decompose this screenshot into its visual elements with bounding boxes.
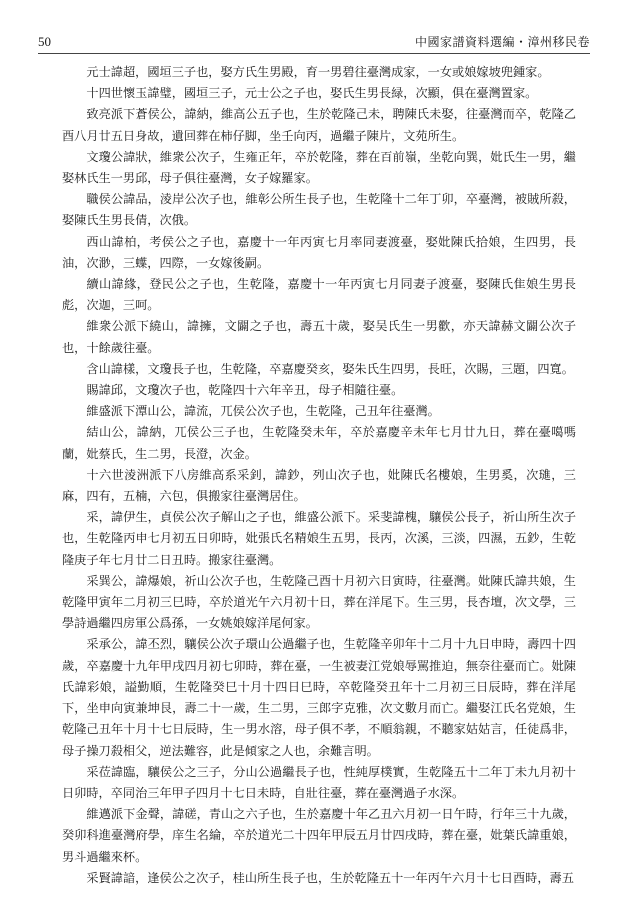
paragraph: 采巽公，諱爆娘，祈山公次子也，生乾隆己酉十月初六日寅時，往臺灣。妣陳氏諱共娘，生乾隆甲寅年二月初三巳時，卒於道光午六月初十日，葬在洋尾下。生三男，長杏壇，次文學，三學詩過繼四房軍公爲孫，一女姚娘嫁洋尾何家。 (62, 573, 576, 631)
paragraph: 十四世懷玉諱璧，國垣三子，元士公之子也，娶氏生男長緑，次顯，俱在臺灣置家。 (86, 86, 538, 101)
paragraph: 元士諱超，國垣三子也，娶方氏生男殿，育一男碧往臺灣成家，一女或娘嫁坡兜鍾家。 (86, 65, 550, 79)
paragraph: 續山諱緣，登民公之子也，生乾隆，嘉慶十一年丙寅七月同妻子渡臺，娶陳氏隹娘生男長彪，次迦，三呵。 (62, 277, 576, 313)
genealogy-text (62, 62, 576, 889)
paragraph: 采承公，諱丕烈，驤侯公次子環山公過繼子也，生乾隆辛卯年十二月十九日申時，壽四十四歲，卒嘉慶十九年甲戌四月初七卯時，葬在臺，一生被妻江党娘辱駡推迫，無奈往臺而亡。妣陳氏諱彩娘，謚勤順，生乾隆癸巳十月十四日巳時，卒乾隆癸丑年十二月初三日辰時，葬在洋尾下，坐申向寅兼坤艮，壽二十一歲，生二男，三郎字克雅，次文數月而亡。繼娶江氏名党娘，生乾隆己丑年十月十七日辰時，生一男水溶，母子俱不孝，不順翁親，不聽家姑姑言，任徒爲非，母子操刀殺相父，逆法難容，此是傾家之人也，余難言明。 (62, 637, 576, 758)
paragraph: 致亮派下蒼侯公，諱納，維高公五子也，生於乾隆己未，聘陳氏未娶，往臺灣而卒，乾隆乙酉八月廿五日身故，遺回葬在柿仔脚，坐壬向丙，過繼子陳片，文苑所生。 (62, 107, 576, 143)
paragraph: 含山諱樣，文瓊長子也，生乾隆，卒嘉慶癸亥，娶朱氏生四男，長旺，次賜，三題，四寬。 (86, 361, 574, 376)
paragraph: 維盛派下潭山公，諱流，兀侯公次子也，生乾隆，己丑年往臺灣。 (86, 404, 440, 419)
paragraph: 賜諱邱，文瓊次子也，乾隆四十六年辛丑，母子相隨往臺。 (86, 383, 404, 398)
paragraph: 結山公，諱納，兀侯公三子也，生乾隆癸未年，卒於嘉慶辛未年七月廿九日，葬在臺噶嗎蘭，妣蔡氏，生二男，長澄，次金。 (62, 425, 576, 461)
running-title: 中國家譜資料選編・漳州移民卷 (414, 35, 590, 49)
paragraph: 采，諱伊生，貞侯公次子解山之子也，維盛公派下。采斐諱槐，驤侯公長子，祈山所生次子也，生乾隆丙申七月初五日卯時，妣張氏名精娘生五男，長丙，次溪，三淡，四濕，五鈔，生乾隆庚子年七月廿二日丑時。搬家往臺灣。 (62, 510, 576, 567)
paragraph: 十六世淩洲派下八房維高系采釗，諱鈔，列山次子也，妣陳氏名樓娘，生男奚，次璡，三麻，四有，五楠，六包，俱搬家往臺灣居住。 (62, 467, 576, 504)
paragraph: 采莅諱臨，驤侯公之三子，分山公過繼長子也，性純厚樸實，生乾隆五十二年丁未九月初十日卯時，卒同治三年甲子四月十七日未時，自壯往臺，葬在臺灣過子水深。 (62, 764, 576, 800)
paragraph: 采賢諱諳，逢侯公之次子，桂山所生長子也，生於乾隆五十一年丙午六月十七日酉時，壽五 (86, 870, 574, 885)
page-number: 50 (38, 34, 51, 49)
page-header (38, 30, 590, 54)
paragraph: 文瓊公諱狀，維衆公次子，生雍正年，卒於乾隆，葬在百前嶺，坐乾向巽，妣氏生一男，繼娶林氏生一男邱，母子俱往臺灣，女子嫁羅家。 (62, 149, 576, 186)
paragraph: 維衆公派下繞山，諱擁，文闢之子也，壽五十歲，娶吴氏生一男歡，亦天諱赫文闢公次子也，十餘歲往臺。 (62, 319, 576, 355)
paragraph: 維邁派下金聲，諱磋，青山之六子也，生於嘉慶十年乙丑六月初一日午時，行年三十九歲，癸卯科進臺灣府學，庠生名綸，卒於道光二十四年甲辰五月廿四戌時，葬在臺，妣葉氏諱重娘，男斗過繼來杯。 (62, 807, 576, 864)
paragraph: 職侯公諱品，淩岸公次子也，維彰公所生長子也，生乾隆十二年丁卯，卒臺灣，被賊所殺，娶陳氏生男長倩，次俄。 (62, 192, 576, 228)
paragraph: 西山諱柏，考侯公之子也，嘉慶十一年丙寅七月率同妻渡臺，娶妣陳氏拾娘，生四男，長油，次渺，三蠂，四際，一女嫁後嗣。 (62, 234, 576, 270)
